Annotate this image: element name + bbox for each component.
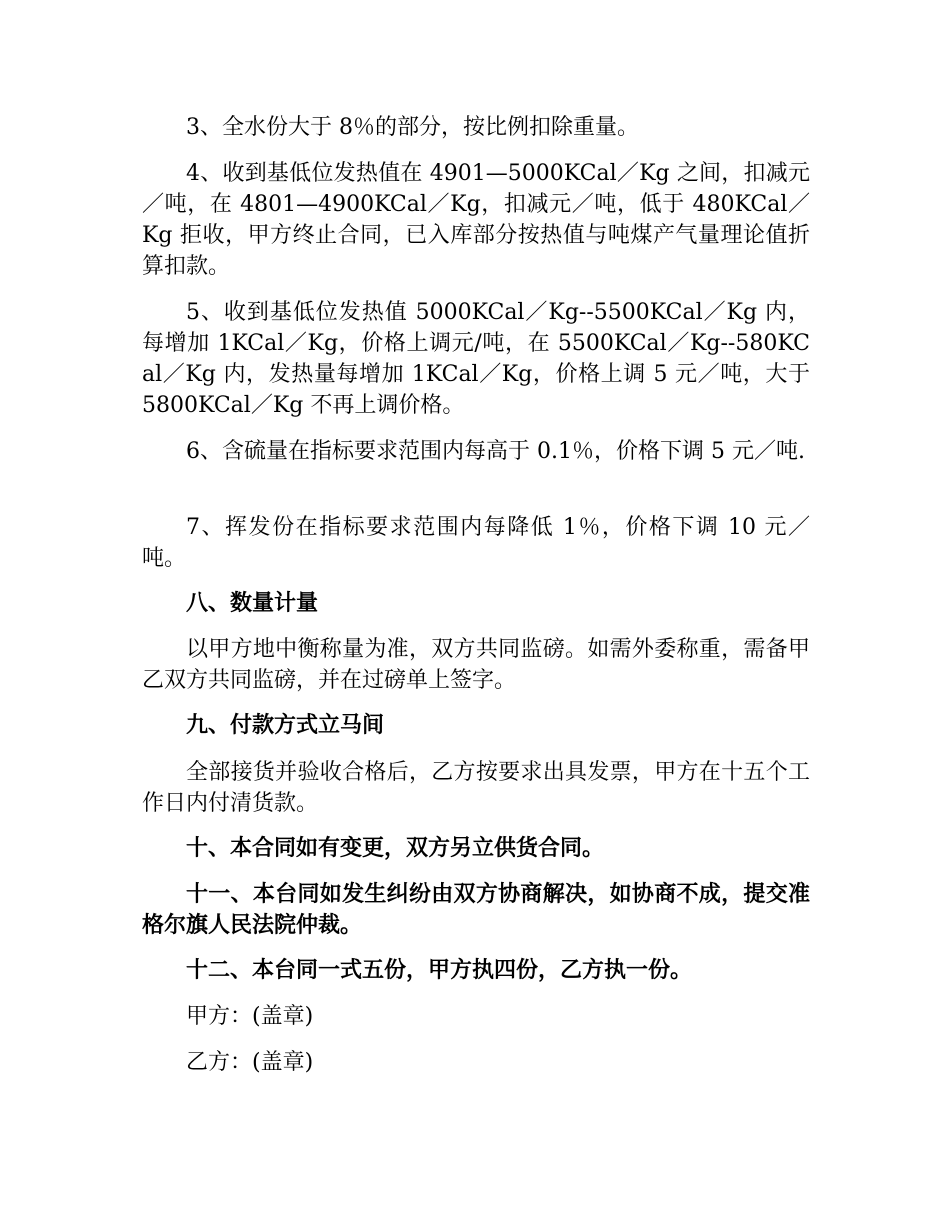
- clause-water-content: 3、全水份大于 8％的部分，按比例扣除重量。: [186, 115, 639, 140]
- clause-volatile-matter: 7、挥发份在指标要求范围内每降低 1％，价格下调 10 元／吨。: [142, 515, 810, 571]
- signature-party-b: 乙方：(盖章): [186, 1050, 314, 1075]
- clause-sulfur-content: 6、含硫量在指标要求范围内每高于 0.1％，价格下调 5 元／吨.: [186, 439, 805, 464]
- section-heading-dispute: 十一、本台同如发生纠纷由双方协商解决，如协商不成，提交准格尔旗人民法院仲裁。: [142, 881, 810, 938]
- clause-payment-terms: 全部接货并验收合格后，乙方按要求出具发票，甲方在十五个工作日内付清货款。: [142, 760, 810, 816]
- clause-quantity-measurement: 以甲方地中衡称量为准，双方共同监磅。如需外委称重，需备甲乙双方共同监磅，并在过磅单上签字。: [142, 637, 810, 693]
- section-heading-contract-change: 十、本合同如有变更，双方另立供货合同。: [186, 835, 605, 861]
- signature-party-a: 甲方：(盖章): [186, 1004, 314, 1029]
- section-heading-copies: 十二、本台同一式五份，甲方执四份，乙方执一份。: [186, 957, 693, 983]
- section-heading-quantity: 八、数量计量: [186, 590, 319, 616]
- section-heading-payment: 九、付款方式立马间: [186, 712, 385, 738]
- clause-heat-value-price-increase: 5、收到基低位发热值 5000KCal／Kg--5500KCal／Kg 内，每增加 1KCal／Kg，价格上调元/吨，在 5500KCal／Kg--580KCal／Kg 内，发热量每增加 1KCal／Kg，价格上调 5 元／吨，大于 5800KCal／Kg 不再上调价格。: [142, 300, 810, 418]
- clause-heat-value-deduction: 4、收到基低位发热值在 4901—5000KCal／Kg 之间，扣减元／吨，在 4801—4900KCal／Kg，扣减元／吨，低于 480KCal／Kg 拒收，甲方终止合同，已入库部分按热值与吨煤产气量理论值折算扣款。: [142, 161, 810, 279]
